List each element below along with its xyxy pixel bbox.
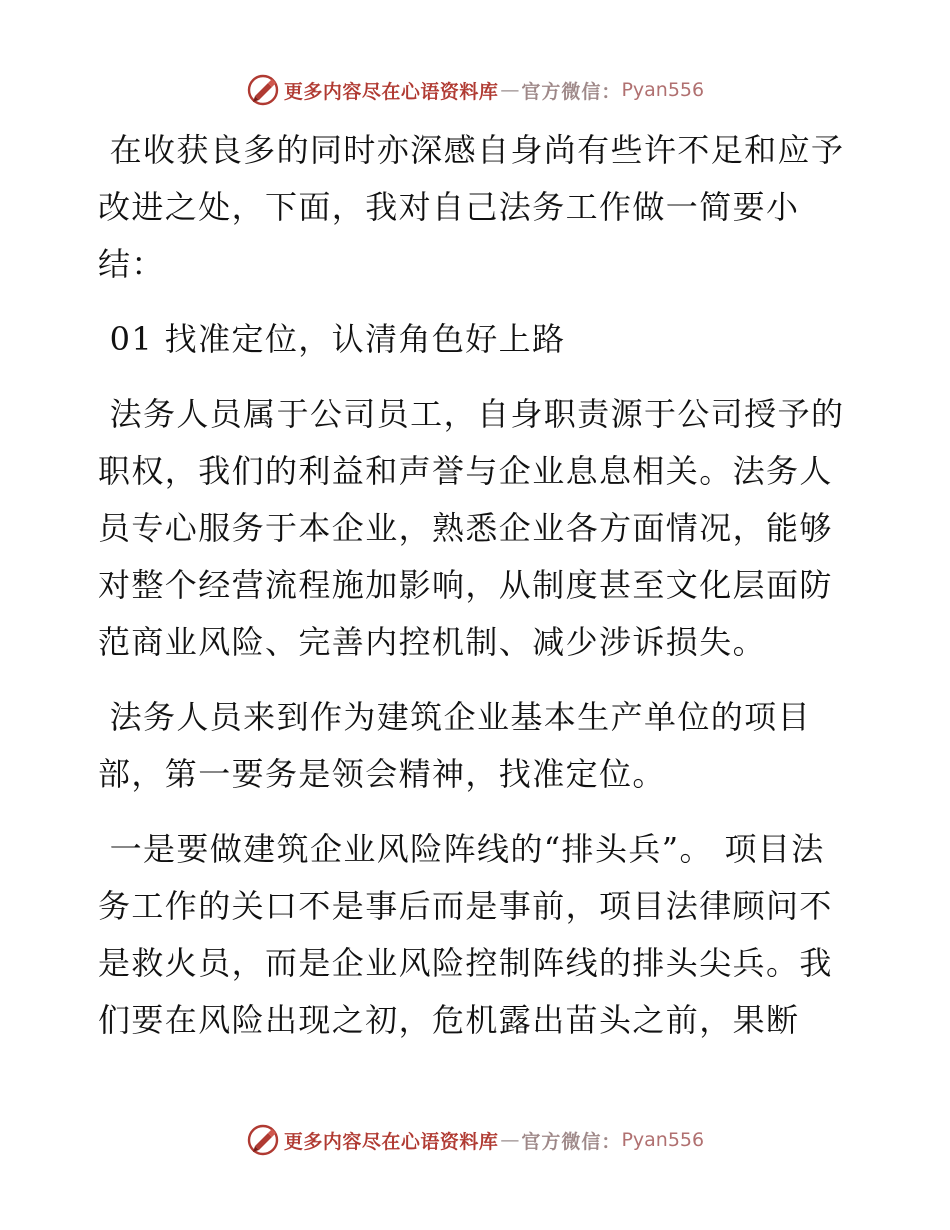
footer-banner bbox=[0, 1118, 950, 1162]
banner-account: Pyan556 bbox=[621, 1129, 705, 1151]
banner-dash: — bbox=[500, 79, 520, 101]
banner-label: 官方微信： bbox=[521, 1130, 622, 1153]
banner-account: Pyan556 bbox=[621, 79, 705, 101]
banner-title: 更多内容尽在心语资料库 bbox=[283, 1130, 499, 1153]
banner-dash: — bbox=[500, 1129, 520, 1151]
paragraph-priority: 法务人员来到作为建筑企业基本生产单位的项目部，第一要务是领会精神，找准定位。 bbox=[98, 698, 811, 793]
pen-logo-icon bbox=[246, 73, 280, 107]
paragraph-intro: 在收获良多的同时亦深感自身尚有些许不足和应予改进之处，下面，我对自己法务工作做一简要小结： bbox=[98, 131, 845, 283]
header-banner bbox=[0, 68, 950, 112]
paragraph-vanguard: 一是要做建筑企业风险阵线的“排头兵”。 项目法务工作的关口不是事后而是事前，项目法律顾问不是救火员，而是企业风险控制阵线的排头尖兵。我们要在风险出现之初，危机露出苗头之前，果断 bbox=[98, 830, 833, 1039]
pen-logo-icon bbox=[246, 1123, 280, 1157]
section-heading: 01 找准定位，认清角色好上路 bbox=[98, 320, 566, 358]
banner-label: 官方微信： bbox=[521, 80, 622, 103]
paragraph-role: 法务人员属于公司员工，自身职责源于公司授予的职权，我们的利益和声誉与企业息息相关。法务人员专心服务于本企业，熟悉企业各方面情况，能够对整个经营流程施加影响，从制度甚至文化层面防范商业风险、完善内控机制、减少涉诉损失。 bbox=[98, 395, 845, 661]
banner-title: 更多内容尽在心语资料库 bbox=[283, 80, 499, 103]
document-body bbox=[98, 122, 850, 1049]
